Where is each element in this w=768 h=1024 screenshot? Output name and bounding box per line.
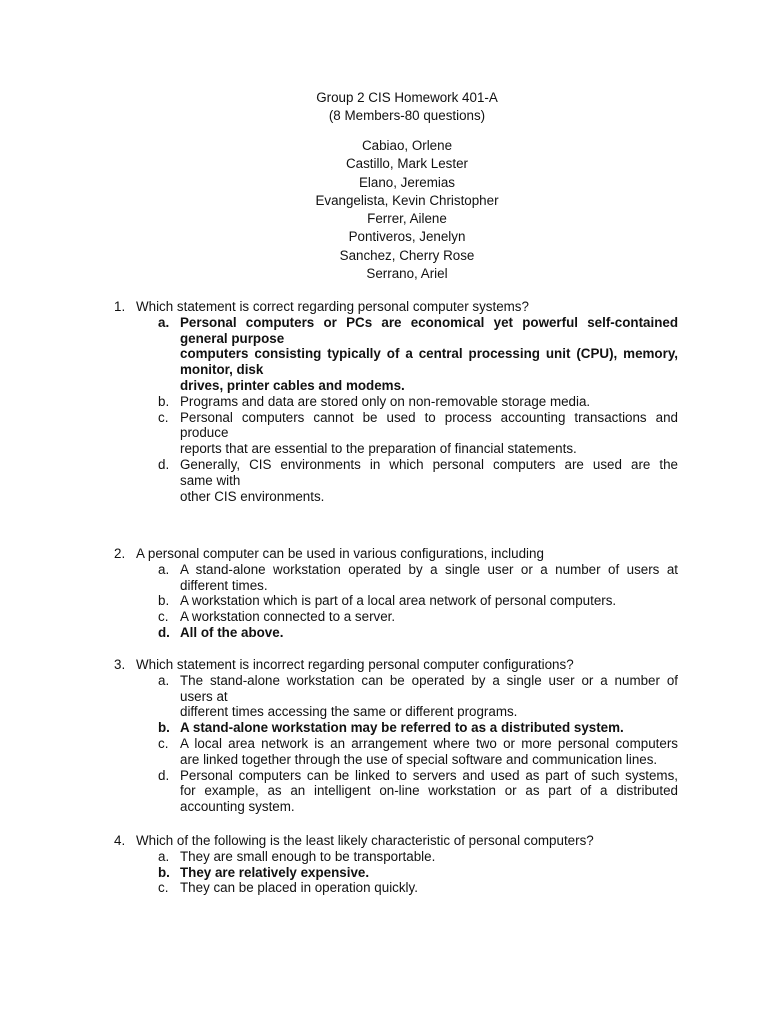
choice-list — [114, 562, 684, 641]
choice-letter: d. — [158, 767, 170, 783]
document-title: Group 2 CIS Homework 401-A — [316, 90, 498, 105]
choice-line: Personal computers cannot be used to process accounting transactions and — [180, 409, 678, 425]
choice-letter: c. — [158, 735, 169, 751]
choice-letter: a. — [158, 672, 170, 688]
choice-line: A stand-alone workstation may be referred to as a distributed system. — [180, 720, 624, 736]
choice-line: Personal computers or PCs are economical yet powerful self-contained — [180, 314, 678, 330]
question-text — [114, 546, 684, 562]
choice-d — [114, 768, 678, 815]
question-number: 2. — [114, 546, 126, 561]
question-text — [114, 657, 684, 673]
question-prompt: Which statement is correct regarding personal computer systems? — [136, 299, 529, 314]
choice-c — [114, 736, 678, 768]
choice-line: accounting system. — [180, 799, 295, 815]
choice-d-correct — [114, 625, 678, 641]
member-name: Elano, Jeremias — [358, 174, 455, 190]
choice-letter: b. — [158, 864, 170, 880]
member-name: Sanchez, Cherry Rose — [339, 247, 475, 263]
choice-c — [114, 410, 678, 457]
member-name: Cabiao, Orlene — [361, 138, 453, 153]
choice-line: different times. — [180, 577, 268, 593]
choice-line: A workstation which is part of a local area network of personal computers. — [180, 593, 617, 609]
question-prompt: Which statement is incorrect regarding personal computer configurations? — [136, 657, 574, 672]
question-2 — [114, 546, 684, 641]
choice-a — [114, 673, 678, 720]
choice-b-correct — [114, 720, 678, 736]
choice-line: Personal computers can be linked to servers and used as part of such systems, — [180, 767, 678, 783]
choice-letter: a. — [158, 561, 170, 577]
choice-list — [114, 849, 684, 896]
member-name: Pontiveros, Jenelyn — [348, 229, 466, 245]
choice-letter: c. — [158, 409, 169, 425]
choice-b — [114, 593, 678, 609]
question-number: 3. — [114, 657, 126, 672]
choice-letter: a. — [158, 848, 170, 864]
choice-line: They are small enough to be transportable. — [180, 848, 436, 864]
question-prompt: A personal computer can be used in various configurations, including — [136, 546, 544, 561]
question-prompt: Which of the following is the least likely characteristic of personal computers? — [136, 833, 594, 848]
choice-a-correct — [114, 315, 678, 394]
choice-letter: c. — [158, 609, 169, 625]
choice-a — [114, 562, 678, 594]
choice-line: reports that are essential to the preparation of financial statements. — [180, 441, 577, 457]
choice-line: general purpose — [180, 330, 285, 346]
member-name: Castillo, Mark Lester — [345, 156, 469, 172]
member-name: Ferrer, Ailene — [367, 211, 447, 227]
choice-list — [114, 673, 684, 815]
choice-line: A workstation connected to a server. — [180, 609, 396, 625]
question-3 — [114, 657, 684, 815]
choice-line: They can be placed in operation quickly. — [180, 880, 418, 896]
member-list — [0, 137, 768, 283]
choice-line: The stand-alone workstation can be operated by a single user or a number of — [180, 672, 678, 688]
choice-a — [114, 849, 678, 865]
document-header — [0, 89, 768, 124]
choice-line: produce — [180, 425, 229, 441]
choice-list — [114, 315, 684, 505]
document-subtitle: (8 Members-80 questions) — [328, 107, 486, 123]
choice-c — [114, 880, 678, 896]
choice-line: other CIS environments. — [180, 488, 325, 504]
choice-line: monitor, disk — [180, 362, 264, 378]
question-text — [114, 299, 684, 315]
choice-line: Generally, CIS environments in which personal computers are used are the — [180, 456, 678, 472]
choice-line: computers consisting typically of a central processing unit (CPU), memory, — [180, 346, 678, 362]
choice-line: All of the above. — [180, 624, 284, 640]
choice-c — [114, 609, 678, 625]
choice-letter: d. — [158, 624, 170, 640]
choice-letter: d. — [158, 456, 170, 472]
choice-b — [114, 394, 678, 410]
choice-line: for example, as an intelligent on-line workstation or as part of a distributed — [180, 783, 678, 799]
question-1 — [114, 299, 684, 504]
choice-line: They are relatively expensive. — [180, 864, 370, 880]
choice-letter: c. — [158, 880, 169, 896]
member-name: Evangelista, Kevin Christopher — [315, 192, 499, 208]
member-name: Serrano, Ariel — [366, 266, 448, 282]
choice-line: Programs and data are stored only on non-removable storage media. — [180, 393, 591, 409]
choice-letter: b. — [158, 720, 170, 736]
question-4 — [114, 833, 684, 896]
choice-line: users at — [180, 688, 228, 704]
choice-d — [114, 457, 678, 504]
choice-letter: b. — [158, 393, 170, 409]
choice-line: same with — [180, 472, 241, 488]
question-text — [114, 833, 684, 849]
choice-line: A local area network is an arrangement where two or more personal computers — [180, 735, 678, 751]
choice-line: are linked together through the use of special software and communication lines. — [180, 751, 658, 767]
choice-letter: a. — [158, 314, 170, 330]
choice-b-correct — [114, 865, 678, 881]
choice-line: drives, printer cables and modems. — [180, 377, 405, 393]
question-number: 1. — [114, 299, 126, 314]
choice-line: different times accessing the same or different programs. — [180, 704, 518, 720]
question-number: 4. — [114, 833, 126, 848]
choice-letter: b. — [158, 593, 170, 609]
choice-line: A stand-alone workstation operated by a single user or a number of users at — [180, 561, 678, 577]
